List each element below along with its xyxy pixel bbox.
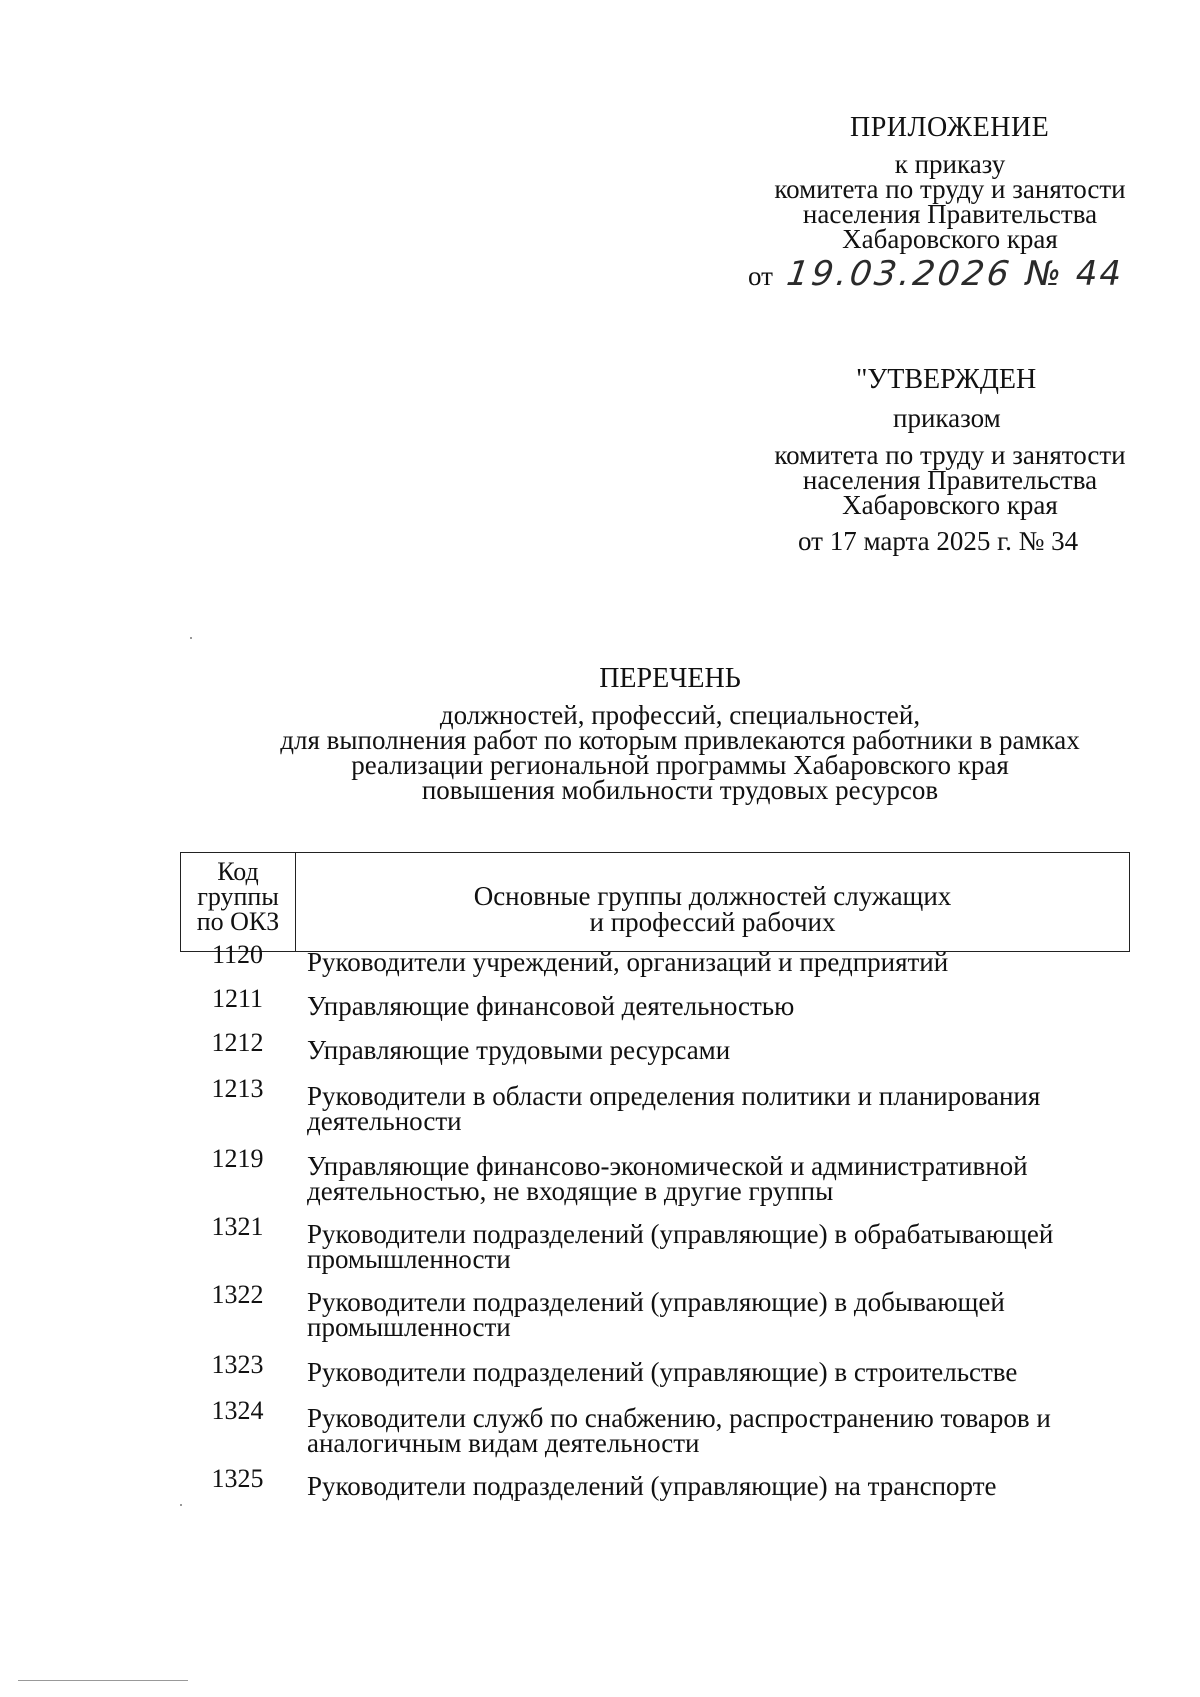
subtitle-line: должностей, профессий, специальностей, <box>439 700 921 730</box>
table-row <box>180 1352 1130 1385</box>
approved-line: комитета по труду и занятости <box>774 440 1126 470</box>
appendix-body <box>760 149 1140 254</box>
appendix-line: к приказу <box>894 149 1006 179</box>
row-name-line: Руководители подразделений (управляющие) в строительстве <box>307 1357 1018 1387</box>
row-name-line: Руководители в области определения политики и планирования <box>307 1081 1041 1111</box>
appendix-title: ПРИЛОЖЕНИЕ <box>850 112 1050 143</box>
table-row <box>180 1030 1130 1063</box>
header-code-line: группы <box>197 882 279 911</box>
row-name <box>295 1352 1130 1385</box>
table-row <box>180 1398 1130 1456</box>
row-name <box>295 1030 1130 1063</box>
approved-line: населения Правительства <box>802 465 1098 495</box>
row-code: 1323 <box>211 1350 264 1379</box>
appendix-date <box>748 254 1123 294</box>
row-code: 1120 <box>211 940 264 969</box>
row-code: 1212 <box>211 1028 264 1057</box>
appendix-line: населения Правительства <box>802 199 1098 229</box>
header-code-cell <box>181 853 296 951</box>
table-header <box>180 852 1130 952</box>
row-code: 1321 <box>211 1212 264 1241</box>
row-name <box>295 1398 1130 1456</box>
header-code-line: Код <box>217 857 259 886</box>
header-name-line: Основные группы должностей служащих <box>473 881 952 911</box>
row-name <box>295 1146 1130 1204</box>
table-row <box>180 1146 1130 1204</box>
row-name-line: Управляющие финансовой деятельностью <box>307 991 795 1021</box>
table-row <box>180 942 1130 975</box>
row-name-line: Руководители служб по снабжению, распространению товаров и <box>307 1403 1051 1433</box>
row-name-line: Руководители учреждений, организаций и предприятий <box>307 947 949 977</box>
row-name-line: деятельностью, не входящие в другие группы <box>307 1176 834 1206</box>
approved-line: Хабаровского края <box>842 490 1058 520</box>
row-name-line: деятельности <box>307 1106 462 1136</box>
table-row <box>180 1466 1130 1499</box>
row-name-line: Руководители подразделений (управляющие) на транспорте <box>307 1471 997 1501</box>
subtitle-line: реализации региональной программы Хабаровского края <box>351 750 1009 780</box>
row-name <box>295 1214 1130 1272</box>
header-code-line: по ОКЗ <box>196 907 280 936</box>
row-name-line: Руководители подразделений (управляющие) в обрабатывающей <box>307 1219 1054 1249</box>
row-name <box>295 1466 1130 1499</box>
row-name <box>295 986 1130 1019</box>
date-prefix: от <box>748 261 773 291</box>
row-code: 1324 <box>211 1396 264 1425</box>
row-code: 1322 <box>211 1280 264 1309</box>
row-name-line: промышленности <box>307 1312 511 1342</box>
row-code: 1325 <box>211 1464 264 1493</box>
scan-dust-mark <box>190 637 192 639</box>
row-name-line: промышленности <box>307 1244 511 1274</box>
approved-title: "УТВЕРЖДЕН <box>856 364 1037 395</box>
row-code: 1219 <box>211 1144 264 1173</box>
handwritten-number: № 44 <box>1025 254 1124 294</box>
header-name-line: и профессий рабочих <box>589 907 836 937</box>
row-code: 1213 <box>211 1074 264 1103</box>
approved-by: приказом <box>893 403 1001 433</box>
approved-date: от 17 марта 2025 г. № 34 <box>798 526 1079 556</box>
row-code: 1211 <box>211 984 264 1013</box>
table-row <box>180 1282 1130 1340</box>
scan-dust-mark <box>180 1504 182 1506</box>
subtitle-line: повышения мобильности трудовых ресурсов <box>421 775 939 805</box>
row-name-line: аналогичным видам деятельности <box>307 1428 700 1458</box>
approved-body <box>755 440 1145 520</box>
handwritten-date: 19.03.2026 <box>784 254 1015 294</box>
row-name <box>295 942 1130 975</box>
row-name <box>295 1076 1130 1134</box>
list-title: ПЕРЕЧЕНЬ <box>599 663 741 694</box>
table-row <box>180 1076 1130 1134</box>
subtitle-line: для выполнения работ по которым привлекаются работники в рамках <box>280 725 1080 755</box>
row-name-line: Руководители подразделений (управляющие) в добывающей <box>307 1287 1005 1317</box>
list-subtitle <box>200 700 1160 805</box>
header-name-cell <box>296 853 1129 951</box>
row-name-line: Управляющие трудовыми ресурсами <box>307 1035 731 1065</box>
appendix-line: комитета по труду и занятости <box>774 174 1126 204</box>
table-row <box>180 986 1130 1019</box>
row-name <box>295 1282 1130 1340</box>
row-name-line: Управляющие финансово-экономической и административной <box>307 1151 1028 1181</box>
table-row <box>180 1214 1130 1272</box>
scan-edge-mark <box>18 1680 188 1681</box>
appendix-line: Хабаровского края <box>842 224 1058 254</box>
